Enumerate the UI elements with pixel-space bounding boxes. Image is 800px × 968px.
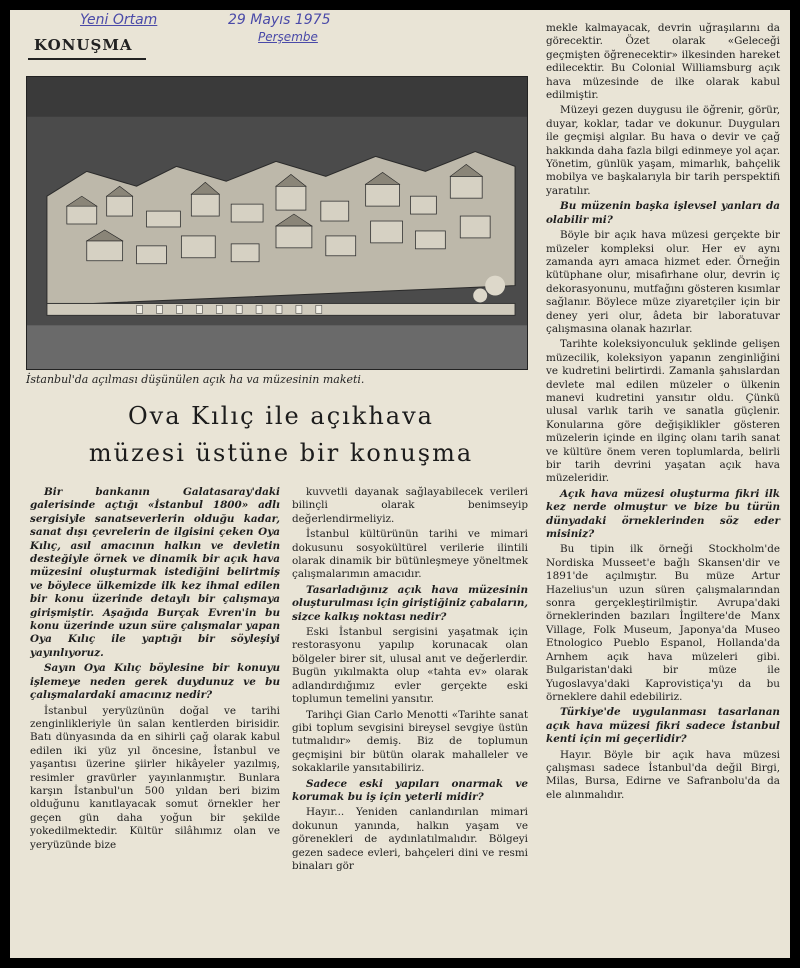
article-paragraph: Eski İstanbul sergisini yaşatmak için restorasyonu yapılıp korunacak olan bölgeler birer sit, ulusal anıt ve değerlerdir. Bugün yıkılmakta olup «tahta ev» olarak adlandırdığımız evler gerçekte eski toplumun temelini yansıtır. (292, 626, 528, 706)
article-column-2 (292, 486, 528, 875)
photo-caption: İstanbul'da açılması düşünülen açık ha va müzesinin maketi. (26, 373, 365, 386)
article-column-1 (30, 486, 280, 854)
article-paragraph: Tasarladığınız açık hava müzesinin oluşturulması için giriştiğiniz çabaların, sizce kalkış noktası nedir? (292, 583, 528, 623)
article-paragraph: Hayır. Böyle bir açık hava müzesi çalışması sadece İstanbul'da değil Birgi, Milas, Bursa, Edirne ve Safranbolu'da da ele alınmalıdır. (546, 748, 780, 801)
headline-line-2: müzesi üstüne bir konuşma (88, 439, 474, 467)
handwritten-date: 29 Mayıs 1975 (228, 12, 331, 28)
article-paragraph: Bir bankanın Galatasaray'daki galerisinde açtığı «İstanbul 1800» adlı sergisiyle sanatseverlerin olduğu kadar, sanat dışı çevrelerin de ilgisini çeken Oya Kılıç, asıl amacının halkın ve devletin desteğiyle örnek ve dinamik bir açık hava müzesini oluşturmak istediğini belirtmiş ve böylece ülkemizde ilk kez ihmal edilen bir konu üzerinde detaylı bir çalışmaya girişmiştir. Aşağıda Burçak Evren'in bu konu üzerinde uzun süre çalışmalar yapan Oya Kılıç ile yaptığı bir söyleşiyi yayınlıyoruz. (30, 486, 280, 659)
article-paragraph: Bu müzenin başka işlevsel yanları da olabilir mi? (546, 200, 780, 226)
article-paragraph: Sadece eski yapıları onarmak ve korumak bu iş için yeterli midir? (292, 777, 528, 803)
article-paragraph: Sayın Oya Kılıç böylesine bir konuyu işlemeye neden gerek duydunuz ve bu çalışmalardaki amacınız nedir? (30, 662, 280, 702)
museum-model-photo (26, 76, 528, 370)
handwritten-publication: Yeni Ortam (80, 12, 158, 28)
article-paragraph: Müzeyi gezen duygusu ile öğrenir, görür, duyar, koklar, tadar ve dokunur. Duyguları ile geçmişi algılar. Bu hava o devir ve çağ hakkında daha fazla bilgi edinmeye yol açar. Yönetim, günlük yaşam, mimarlık, bahçelik mobilya ve başkalarıyla bir tarih perspektifi yaratılır. (546, 104, 780, 197)
headline-line-1: Ova Kılıç ile açıkhava (128, 402, 434, 430)
article-paragraph: Tarihte koleksiyonculuk şeklinde gelişen müzecilik, koleksiyon yapanın zenginliğini ve kudretini belirtirdi. Zamanla şahıslardan devlete mal edilen müzeler o ülkenin manevi kudretini yansıtır oldu. Çünkü ulusal varlık tarih ve sanatla güçlenir. Konularına göre değişiklikler gösteren müzelerin içinde en ilginç olanı tarih sanat ve kültüre önem veren toplumlarda, belirli bir tarih devrini yaşatan açık hava müzeleridir. (546, 338, 780, 485)
newspaper-clipping (10, 10, 790, 958)
section-rule (28, 58, 146, 60)
article-paragraph: kuvvetli dayanak sağlayabilecek verileri bilinçli olarak benimseyip değerlendirmeliyiz. (292, 486, 528, 525)
article-paragraph: mekle kalmayacak, devrin uğraşılarını da görecektir. Özet olarak «Geleceği geçmişten öğrenecektir» ilkesinden hareket edilecektir. Bu Colonial Williamsburg açık hava müzesinde de ilke olarak kabul edilmiştir. (546, 22, 780, 102)
article-paragraph: İstanbul yeryüzünün doğal ve tarihi zenginlikleriyle ün salan kentlerden birisidir. Batı dünyasında da en sihirli çağ olarak kabul edilen iki yüz yıl öncesine, İstanbul ve yaşantısı üzerine şiirler hikâyeler yazılmış, resimler gravürler yayınlanmıştır. Bunlara karşın İstanbul'un 500 yıldan beri bizim olduğunu kanıtlayacak somut örnekler her geçen gün daha yoğun bir şekilde yokedilmektedir. Kültür silâhımız olan ve yeryüzünde bize (30, 704, 280, 851)
article-paragraph: Hayır... Yeniden canlandırılan mimari dokunun yanında, halkın yaşam ve görenekleri de aydınlatılmalıdır. Bölgeyi gezen sadece evleri, bahçeleri dini ve resmi binaları gör (292, 806, 528, 872)
article-paragraph: Açık hava müzesi oluşturma fikri ilk kez nerde olmuştur ve bize bu türün dünyadaki örneklerinden söz eder misiniz? (546, 487, 780, 541)
article-paragraph: Tarihçi Gian Carlo Menotti «Tarihte sanat gibi toplum sevgisini bireysel sevgiye üstün tutmalıdır» demiş. Biz de toplumun geçmişini bir bütün olarak mahalleler ve sokaklarile yansıtabiliriz. (292, 708, 528, 775)
article-paragraph: Bu tipin ilk örneği Stockholm'de Nordiska Musseet'e bağlı Skansen'dir ve 1891'de açılmıştır. Bu müze Artur Hazelius'un uzun süren çalışmalarından sonra gerçekleştirilmiştir. Avrupa'daki örneklerinden bazıları İngiltere'de Manx Village, Folk Museum, Japonya'da Museo Etnologico Pueblo Espanol, Hollanda'da Arnhem açık hava müzeleri gibi. Bulgaristan'daki bir müze ile Yugoslavya'daki Kaprovistiça'yı da bu örneklere dahil edebiliriz. (546, 543, 780, 703)
article-paragraph: Böyle bir açık hava müzesi gerçekte bir müzeler kompleksi olur. Her ev aynı zamanda ayrı amaca hizmet eder. Örneğin kütüphane olur, misafirhane olur, devrin iç dekorasyonunu, mutfağını gösteren kısımlar sağlanır. Böylece müze ziyaretçiler için bir deney yeri olur, âdeta bir laboratuvar çalışmasına olanak hazırlar. (546, 229, 780, 335)
section-label: KONUŞMA (34, 36, 133, 54)
article-headline (34, 398, 528, 472)
handwritten-day: Perşembe (258, 30, 318, 44)
article-paragraph: İstanbul kültürünün tarihi ve mimari dokusunu sosyokültürel verilerie ilintili olarak dinamik bir bütünleşmeye yöneltmek çalışmalarımın amacıdır. (292, 528, 528, 581)
article-column-3 (546, 22, 780, 804)
article-paragraph: Türkiye'de uygulanması tasarlanan açık hava müzesi fikri sadece İstanbul kenti için mi geçerlidir? (546, 706, 780, 746)
